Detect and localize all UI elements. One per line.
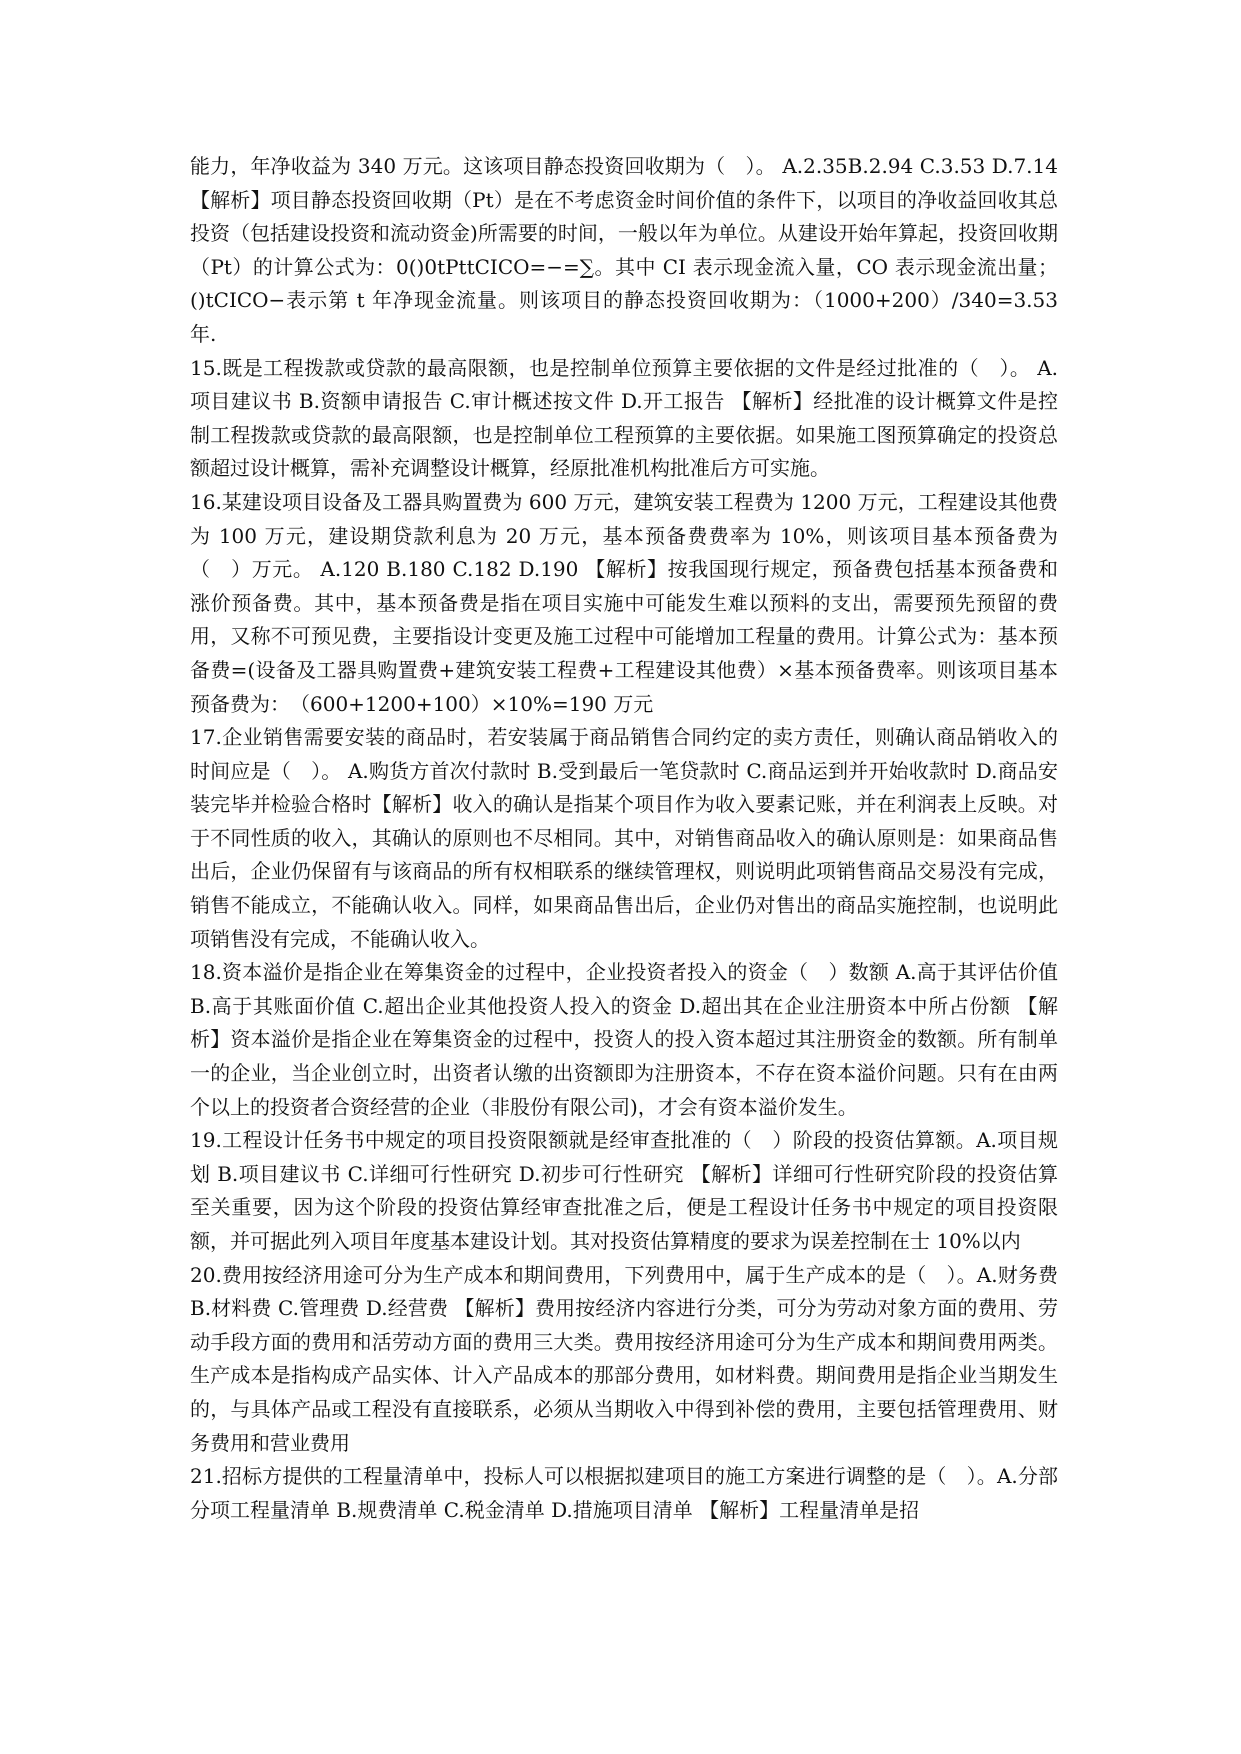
- paragraph-q21: 21.招标方提供的工程量清单中，投标人可以根据拟建项目的施工方案进行调整的是（ ）。A.分部分项工程量清单 B.规费清单 C.税金清单 D.措施项目清单 【解析】工程量清单是招: [190, 1464, 1058, 1522]
- paragraph-q15: 15.既是工程拨款或贷款的最高限额，也是控制单位预算主要依据的文件是经过批准的（ ）。 A.项目建议书 B.资额申请报告 C.审计概述按文件 D.开工报告 【解析】经批准的设计概算文件是控制工程拨款或贷款的最高限额，也是控制单位工程预算的主要依据。如果施工图预算确定的投资总额超过设计概算，需补充调整设计概算，经原批准机构批准后方可实施。: [190, 355, 1058, 481]
- paragraph-q20: 20.费用按经济用途可分为生产成本和期间费用，下列费用中，属于生产成本的是（ ）。A.财务费 B.材料费 C.管理费 D.经营费 【解析】费用按经济内容进行分类，可分为劳动对象方面的费用、劳动手段方面的费用和活劳动方面的费用三大类。费用按经济用途可分为生产成本和期间费用两类。生产成本是指构成产品实体、计入产品成本的那部分费用，如材料费。期间费用是指企业当期发生的，与具体产品或工程没有直接联系，必须从当期收入中得到补偿的费用，主要包括管理费用、财务费用和营业费用: [190, 1262, 1058, 1455]
- paragraph-q18: 18.资本溢价是指企业在筹集资金的过程中，企业投资者投入的资金（ ）数额 A.高于其评估价值 B.高于其账面价值 C.超出企业其他投资人投入的资金 D.超出其在企业注册资本中所占份额 【解析】资本溢价是指企业在筹集资金的过程中，投资人的投入资本超过其注册资金的数额。所有制单一的企业，当企业创立时，出资者认缴的出资额即为注册资本，不存在资本溢价问题。只有在由两个以上的投资者合资经营的企业（非股份有限公司)，才会有资本溢价发生。: [190, 960, 1058, 1119]
- paragraph-q19: 19.工程设计任务书中规定的项目投资限额就是经审查批准的（ ）阶段的投资估算额。A.项目规划 B.项目建议书 C.详细可行性研究 D.初步可行性研究 【解析】详细可行性研究阶段的投资估算至关重要，因为这个阶段的投资估算经审查批准之后，便是工程设计任务书中规定的项目投资限额，并可据此列入项目年度基本建设计划。其对投资估算精度的要求为误差控制在士 10%以内: [190, 1128, 1058, 1253]
- paragraph-q14-continued: 能力，年净收益为 340 万元。这该项目静态投资回收期为（ ）。 A.2.35B.2.94 C.3.53 D.7.14 【解析】项目静态投资回收期（Pt）是在不考虑资金时间价值的条件下，以项目的净收益回收其总投资（包括建设投资和流动资金)所需要的时间，一般以年为单位。从建设开始年算起，投资回收期（Pt）的计算公式为：0()0tPttCICO=−=∑。其中 CI 表示现金流入量，CO 表示现金流出量；()tCICO−表示第 t 年净现金流量。则该项目的静态投资回收期为：（1000+200）/340=3.53 年.: [190, 154, 1058, 346]
- document-page: [190, 150, 1058, 1527]
- paragraph-q16: 16.某建设项目设备及工器具购置费为 600 万元，建筑安装工程费为 1200 万元，工程建设其他费为 100 万元，建设期贷款利息为 20 万元，基本预备费费率为 10%，则该项目基本预备费为（ ）万元。 A.120 B.180 C.182 D.190 【解析】按我国现行规定，预备费包括基本预备费和涨价预备费。其中，基本预备费是指在项目实施中可能发生难以预料的支出，需要预先预留的费用，又称不可预见费，主要指设计变更及施工过程中可能增加工程量的费用。计算公式为：基本预备费=(设备及工器具购置费+建筑安装工程费+工程建设其他费）×基本预备费率。则该项目基本预备费为： （600+1200+100）×10%=190 万元: [190, 489, 1058, 716]
- paragraph-q17: 17.企业销售需要安装的商品时，若安装属于商品销售合同约定的卖方责任，则确认商品销收入的时间应是（ ）。 A.购货方首次付款时 B.受到最后一笔贷款时 C.商品运到并开始收款时 D.商品安装完毕并检验合格时【解析】收入的确认是指某个项目作为收入要素记账，并在利润表上反映。对于不同性质的收入，其确认的原则也不尽相同。其中，对销售商品收入的确认原则是：如果商品售出后，企业仍保留有与该商品的所有权相联系的继续管理权，则说明此项销售商品交易没有完成，销售不能成立，不能确认收入。同样，如果商品售出后，企业仍对售出的商品实施控制，也说明此项销售没有完成，不能确认收入。: [190, 725, 1058, 951]
